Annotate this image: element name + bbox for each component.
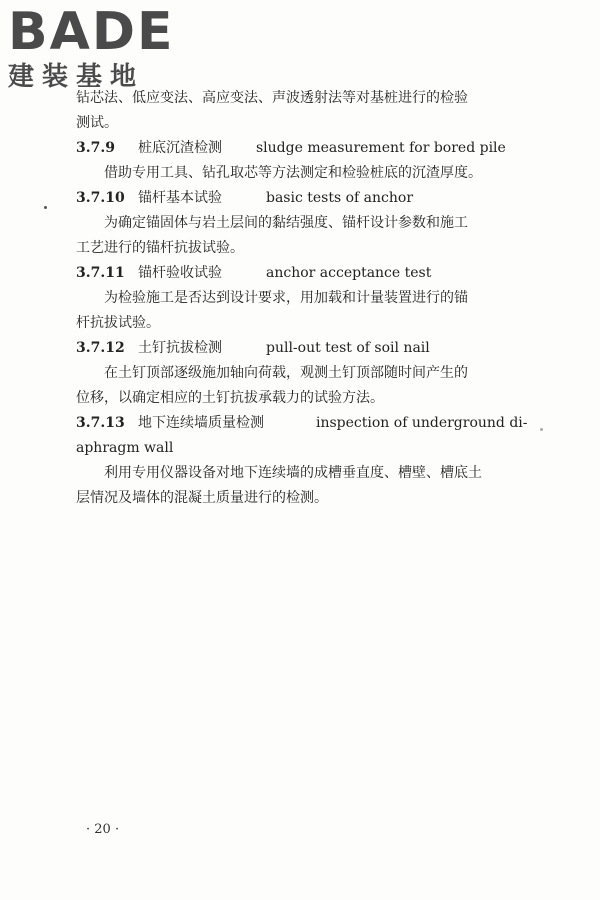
term-en: anchor acceptance test [266, 265, 432, 281]
term-cn: 锚杆基本试验 [138, 190, 222, 206]
definition-line: 杆抗拔试验。 [76, 315, 160, 331]
term-en: sludge measurement for bored pile [256, 140, 506, 156]
scan-speck [540, 428, 543, 431]
term-3-7-10 [76, 186, 516, 211]
definition-line: 在土钉顶部逐级施加轴向荷载，观测土钉顶部随时间产生的 [104, 365, 468, 381]
term-3-7-13 [76, 411, 528, 436]
term-cn: 地下连续墙质量检测 [138, 415, 264, 431]
paragraph-line: 测试。 [76, 115, 118, 131]
term-number: 3.7.9 [76, 140, 115, 156]
definition-line: 层情况及墙体的混凝土质量进行的检测。 [76, 490, 328, 506]
scan-speck [44, 206, 47, 209]
definition-line: 为检验施工是否达到设计要求，用加载和计量装置进行的锚 [104, 290, 468, 306]
definition-line: 位移，以确定相应的土钉抗拔承载力的试验方法。 [76, 390, 384, 406]
term-en: pull-out test of soil nail [266, 340, 430, 356]
page-number: · 20 · [86, 822, 120, 837]
term-en: basic tests of anchor [266, 190, 414, 206]
document-body [76, 86, 528, 511]
paragraph-line: 钻芯法、低应变法、高应变法、声波透射法等对基桩进行的检验 [76, 90, 468, 106]
term-number: 3.7.13 [76, 415, 125, 431]
term-number: 3.7.11 [76, 265, 125, 281]
term-3-7-11 [76, 261, 516, 286]
definition-line: 为确定锚固体与岩土层间的黏结强度、锚杆设计参数和施工 [104, 215, 468, 231]
term-cn: 桩底沉渣检测 [138, 140, 222, 156]
term-cn: 土钉抗拔检测 [138, 340, 222, 356]
term-3-7-12 [76, 336, 516, 361]
logo-brand-text: BADE [8, 2, 175, 62]
term-cn: 锚杆验收试验 [138, 265, 222, 281]
definition-line: 工艺进行的锚杆抗拔试验。 [76, 240, 244, 256]
logo-brand-cn: 建装基地 [8, 62, 145, 92]
term-en-continuation: aphragm wall [76, 440, 174, 456]
term-number: 3.7.10 [76, 190, 125, 206]
term-en: inspection of underground di- [316, 415, 528, 431]
term-number: 3.7.12 [76, 340, 125, 356]
definition-line: 借助专用工具、钻孔取芯等方法测定和检验桩底的沉渣厚度。 [104, 165, 482, 181]
definition-line: 利用专用仪器设备对地下连续墙的成槽垂直度、槽壁、槽底土 [104, 465, 482, 481]
bade-logo [6, 4, 181, 94]
term-3-7-9 [76, 136, 516, 161]
